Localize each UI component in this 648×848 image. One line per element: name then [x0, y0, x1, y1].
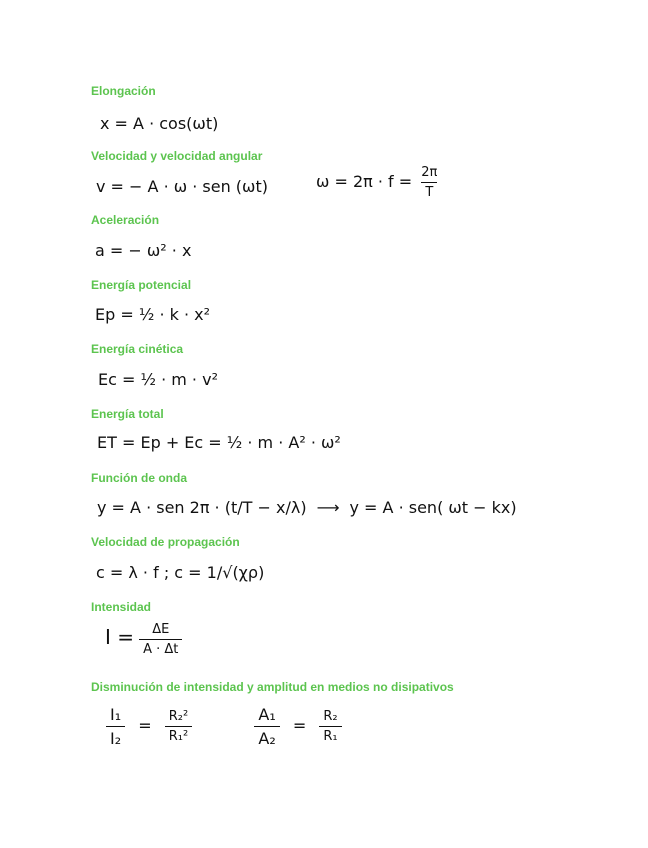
- arrow-icon: ⟶: [316, 498, 340, 517]
- fraction-radii-squared: [165, 709, 192, 744]
- formula-energia-potencial: Ep = ½ · k · x²: [95, 305, 211, 324]
- heading-energia-cinetica: Energía cinética: [91, 342, 184, 356]
- numerator: I₁: [110, 705, 122, 724]
- formula-funcion-onda-left: y = A · sen 2π · (t/T − x/λ): [97, 498, 307, 517]
- denominator: T: [421, 182, 437, 200]
- fraction-amplitudes: [254, 705, 279, 748]
- numerator: 2π: [421, 165, 438, 180]
- heading-energia-total: Energía total: [91, 407, 164, 421]
- heading-velocidad-propagacion: Velocidad de propagación: [91, 535, 240, 549]
- denominator: R₁²: [165, 726, 192, 744]
- numerator: ΔE: [152, 622, 170, 637]
- formula-velocidad: v = − A · ω · sen (ωt): [96, 177, 268, 196]
- heading-funcion-onda: Función de onda: [91, 471, 187, 485]
- denominator: I₂: [106, 726, 125, 748]
- equals-sign: =: [138, 716, 152, 735]
- heading-aceleracion: Aceleración: [91, 213, 160, 227]
- formula-intensidad-lhs: I =: [105, 625, 135, 649]
- fraction-radii: [319, 709, 341, 744]
- heading-disminucion: Disminución de intensidad y amplitud en medios no disipativos: [91, 680, 454, 694]
- heading-intensidad: Intensidad: [91, 600, 152, 614]
- fraction: [417, 165, 441, 200]
- heading-velocidad: Velocidad y velocidad angular: [91, 149, 263, 163]
- formula-elongacion: x = A · cos(ωt): [100, 114, 219, 133]
- denominator: A₂: [254, 726, 279, 748]
- formula-velocidad-propagacion: c = λ · f ; c = 1/√(χρ): [96, 563, 265, 582]
- formula-energia-cinetica: Ec = ½ · m · v²: [98, 370, 218, 389]
- numerator: R₂²: [168, 709, 189, 724]
- formula-aceleracion: a = − ω² · x: [95, 241, 192, 260]
- fraction-intensities: [106, 705, 125, 748]
- formula-funcion-onda-right: y = A · sen( ωt − kx): [349, 498, 517, 517]
- formula-funcion-onda: [97, 498, 517, 517]
- fraction: [139, 622, 182, 657]
- denominator: A · Δt: [139, 639, 182, 657]
- formula-velocidad-angular-lhs: ω = 2π · f =: [316, 172, 413, 191]
- formula-energia-total: ET = Ep + Ec = ½ · m · A² · ω²: [97, 433, 341, 452]
- numerator: R₂: [323, 709, 338, 724]
- formula-intensidad: [105, 622, 182, 657]
- numerator: A₁: [258, 705, 276, 724]
- heading-elongacion: Elongación: [91, 84, 156, 98]
- denominator: R₁: [319, 726, 341, 744]
- formula-disminucion: [106, 705, 342, 748]
- equals-sign: =: [292, 716, 307, 735]
- formula-velocidad-angular: [316, 165, 441, 200]
- heading-energia-potencial: Energía potencial: [91, 278, 192, 292]
